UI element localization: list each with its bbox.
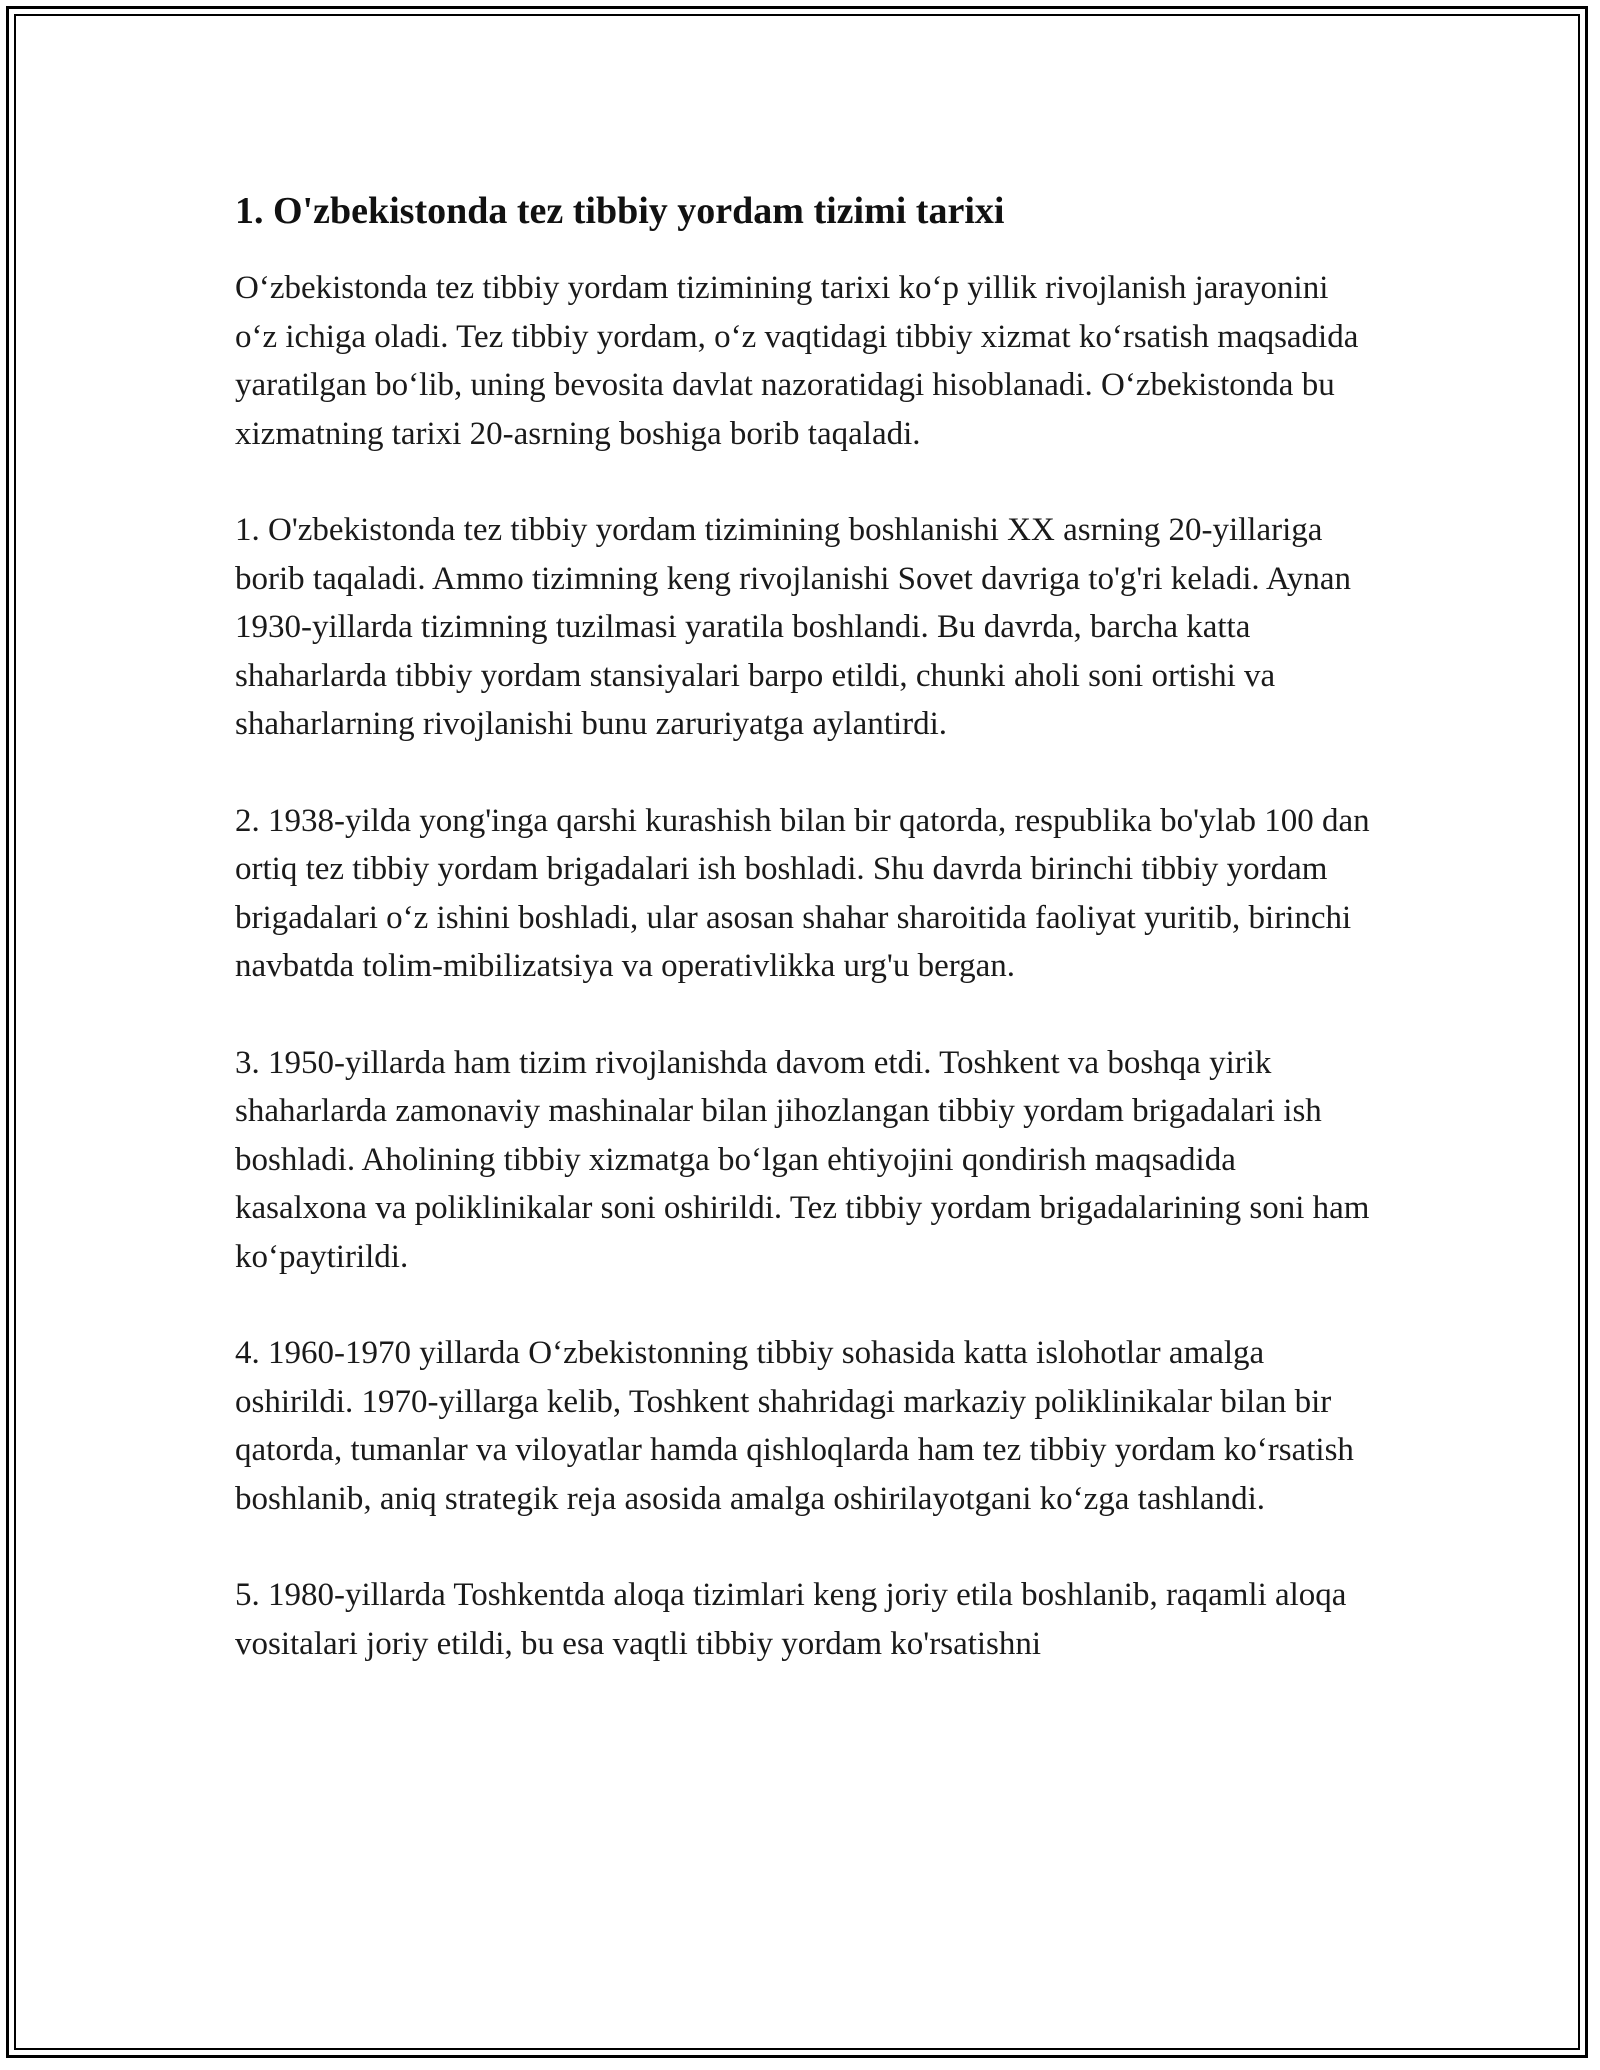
intro-paragraph: O‘zbekistonda tez tibbiy yordam tizimining tarixi ko‘p yillik rivojlanish jarayonini o‘z ichiga oladi. Tez tibbiy yordam, o‘z vaqtidagi tibbiy xizmat ko‘rsatish maqsadida yaratilgan bo‘lib, uning bevosita davlat nazoratidagi hisoblanadi. O‘zbekistonda bu xizmatning tarixi 20-asrning boshiga borib taqaladi. (235, 270, 1359, 452)
page-title: 1. O'zbekistonda tez tibbiy yordam tizimi tarixi (235, 190, 1005, 232)
document-body (235, 186, 1375, 1716)
paragraph-5: 5. 1980-yillarda Toshkentda aloqa tizimlari keng joriy etila boshlanib, raqamli aloqa vositalari joriy etildi, bu esa vaqtli tibbiy yordam ko'rsatishni (235, 1577, 1347, 1662)
paragraph-2: 2. 1938-yilda yong'inga qarshi kurashish bilan bir qatorda, respublika bo'ylab 100 dan ortiq tez tibbiy yordam brigadalari ish boshladi. Shu davrda birinchi tibbiy yordam brigadalari o‘z ishini boshladi, ular asosan shahar sharoitida faoliyat yuritib, birinchi navbatda tolim-mibilizatsiya va operativlikka urg'u bergan. (235, 802, 1370, 984)
paragraph-1: 1. O'zbekistonda tez tibbiy yordam tizimining boshlanishi XX asrning 20-yillariga borib taqaladi. Ammo tizimning keng rivojlanishi Sovet davriga to'g'ri keladi. Aynan 1930-yillarda tizimning tuzilmasi yaratila boshlandi. Bu davrda, barcha katta shaharlarda tibbiy yordam stansiyalari barpo etildi, chunki aholi soni ortishi va shaharlarning rivojlanishi bunu zaruriyatga aylantirdi. (235, 512, 1352, 742)
paragraph-4: 4. 1960-1970 yillarda O‘zbekistonning tibbiy sohasida katta islohotlar amalga oshirildi. 1970-yillarga kelib, Toshkent shahridagi markaziy poliklinikalar bilan bir qatorda, tumanlar va viloyatlar hamda qishloqlarda ham tez tibbiy yordam ko‘rsatish boshlanib, aniq strategik reja asosida amalga oshirilayotgani ko‘zga tashlandi. (235, 1335, 1354, 1517)
paragraph-3: 3. 1950-yillarda ham tizim rivojlanishda davom etdi. Toshkent va boshqa yirik shaharlarda zamonaviy mashinalar bilan jihozlangan tibbiy yordam brigadalari ish boshladi. Aholining tibbiy xizmatga bo‘lgan ehtiyojini qondirish maqsadida kasalxona va poliklinikalar soni oshirildi. Tez tibbiy yordam brigadalarining soni ham ko‘paytirildi. (235, 1044, 1370, 1275)
